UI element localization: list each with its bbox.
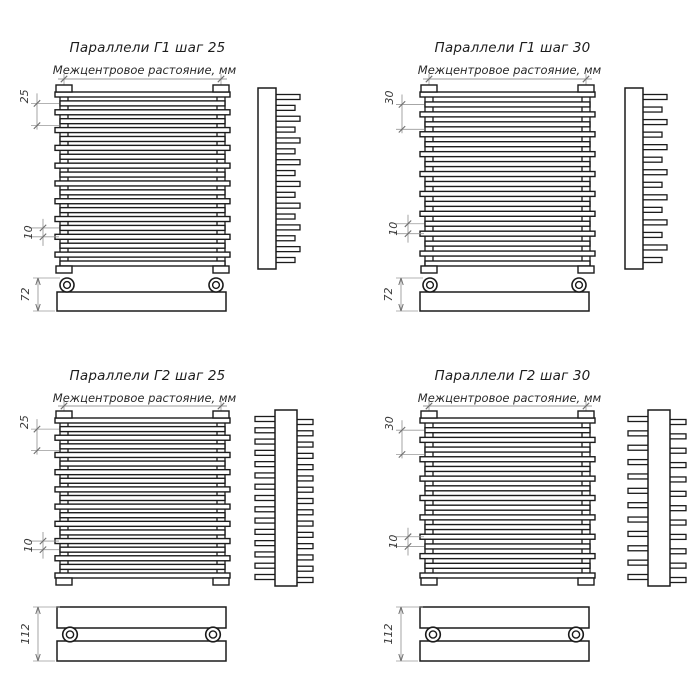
side-tube-left [628, 503, 649, 508]
tube-bar [425, 241, 590, 246]
dimension-label: 10 [22, 538, 35, 553]
tube-bar [425, 544, 590, 549]
side-tube-right [669, 434, 686, 439]
side-tube [274, 203, 300, 208]
side-tube [274, 105, 295, 110]
side-tube-left [255, 507, 276, 512]
tube-bar [420, 437, 595, 442]
side-tube-right [296, 453, 313, 458]
side-tube-right [296, 521, 313, 526]
dimension-label: 10 [387, 221, 400, 236]
side-tube-left [628, 445, 649, 450]
side-view [625, 88, 667, 269]
collector-cap [213, 85, 229, 92]
tube-bar [60, 208, 225, 213]
side-tube-right [669, 578, 686, 583]
tube-bar [420, 231, 595, 236]
tube-bar [55, 181, 230, 186]
tube-bar [60, 154, 225, 159]
bottom-view [57, 278, 226, 311]
side-tube-left [255, 484, 276, 489]
tube-bar [420, 92, 595, 97]
side-tube-left [255, 428, 276, 433]
side-tube [641, 195, 667, 200]
side-tube-right [296, 555, 313, 560]
side-tube-right [296, 499, 313, 504]
side-tube [641, 220, 667, 225]
front-view [55, 85, 230, 273]
bottom-body [57, 292, 226, 311]
tube-bar [425, 142, 590, 147]
side-tube-right [296, 476, 313, 481]
tube-bar [425, 201, 590, 206]
side-tube-right [669, 506, 686, 511]
tube-bar [60, 513, 225, 518]
collector-cap [213, 411, 229, 418]
side-tube-right [296, 487, 313, 492]
dimension-label: 72 [19, 287, 32, 302]
side-tube-left [628, 431, 649, 436]
tube-bar [420, 457, 595, 462]
collector-cap [56, 578, 72, 585]
tube-bar [60, 136, 225, 141]
dimension-label: 30 [383, 90, 396, 105]
bottom-view [57, 607, 226, 661]
dim-gap [387, 528, 424, 556]
collector-cap [421, 578, 437, 585]
bottom-view [420, 278, 589, 311]
side-tube-right [296, 578, 313, 583]
tube-bar [55, 163, 230, 168]
pipe-circle-inner [209, 631, 216, 638]
collector-cap [578, 411, 594, 418]
side-tube-right [296, 442, 313, 447]
tube-bar [60, 530, 225, 535]
center-distance-caption: Межцентровое растояние, мм [52, 63, 237, 77]
tube-bar [55, 145, 230, 150]
collector-cap [56, 266, 72, 273]
tube-bar [420, 112, 595, 117]
pipe-circle-inner [427, 282, 434, 289]
side-tube-left [628, 546, 649, 551]
tube-bar [55, 452, 230, 457]
tube-bar [60, 225, 225, 230]
tube-bar [55, 556, 230, 561]
side-tube [274, 116, 300, 121]
dim-gap [22, 219, 59, 246]
dim-gap [387, 215, 424, 243]
side-tube [641, 95, 667, 100]
side-tube-left [628, 531, 649, 536]
tube-bar [55, 217, 230, 222]
side-tube-left [628, 474, 649, 479]
side-tube-right [669, 463, 686, 468]
side-tube [641, 107, 662, 112]
panel-title: Параллели Г1 шаг 25 [69, 40, 226, 56]
center-distance-caption: Межцентровое растояние, мм [417, 63, 602, 77]
tube-bar [425, 505, 590, 510]
tube-bar [60, 444, 225, 449]
side-tube-left [255, 563, 276, 568]
tube-bar [55, 110, 230, 115]
tube-bar [55, 504, 230, 509]
dimension-label: 72 [382, 287, 395, 302]
side-tube-right [669, 534, 686, 539]
side-tube-left [628, 460, 649, 465]
dim-step [383, 416, 424, 458]
side-tube-right [669, 549, 686, 554]
bottom-view [420, 607, 589, 661]
side-tube-left [628, 560, 649, 565]
side-collector [275, 410, 297, 586]
tube-bar [425, 261, 590, 266]
side-tube-left [628, 488, 649, 493]
side-tube-left [628, 517, 649, 522]
side-collector [625, 88, 643, 269]
collector-cap [56, 85, 72, 92]
tube-bar [425, 466, 590, 471]
side-tube-right [669, 491, 686, 496]
side-tube-right [669, 420, 686, 425]
collector-cap [578, 266, 594, 273]
side-collector [258, 88, 276, 269]
pipe-circle-inner [66, 631, 73, 638]
panel-g2-step-25 [18, 368, 313, 661]
tube-bar [55, 470, 230, 475]
side-tube [274, 192, 295, 197]
pipe-circle-inner [429, 631, 436, 638]
tube-bar [60, 461, 225, 466]
side-tube [641, 157, 662, 162]
side-tube [641, 170, 667, 175]
tube-bar [55, 92, 230, 97]
center-distance-caption: Межцентровое растояние, мм [417, 391, 602, 405]
tube-bar [420, 251, 595, 256]
tube-bar [55, 418, 230, 423]
collector-cap [578, 85, 594, 92]
side-tube-left [255, 462, 276, 467]
pipe-circle-inner [576, 282, 583, 289]
tube-bar [425, 525, 590, 530]
side-tube-left [628, 575, 649, 580]
tube-bar [425, 447, 590, 452]
tube-bar [420, 515, 595, 520]
tube-bar [420, 534, 595, 539]
tube-bar [425, 102, 590, 107]
tube-bar [55, 521, 230, 526]
bottom-body-back [420, 641, 589, 661]
side-tube-right [296, 431, 313, 436]
dim-gap [22, 532, 59, 559]
tube-bar [420, 418, 595, 423]
tube-bar [55, 435, 230, 440]
tube-bar [425, 122, 590, 127]
side-collector [648, 410, 670, 586]
front-view [420, 85, 595, 273]
bottom-body-front [420, 607, 589, 628]
panel-g1-step-25 [18, 40, 300, 311]
tube-bar [425, 428, 590, 433]
dim-depth [19, 278, 60, 311]
side-tube [274, 149, 295, 154]
panel-title: Параллели Г1 шаг 30 [434, 40, 591, 56]
front-view [55, 411, 230, 585]
side-tube-left [255, 473, 276, 478]
pipe-circle-inner [213, 282, 220, 289]
dim-step [383, 90, 424, 133]
tube-bar [425, 486, 590, 491]
collector-cap [213, 578, 229, 585]
side-tube [641, 120, 667, 125]
dimension-label: 10 [387, 534, 400, 549]
front-view [420, 411, 595, 585]
side-tube [641, 132, 662, 137]
tube-bar [60, 101, 225, 106]
dimension-label: 10 [22, 225, 35, 240]
center-distance-caption: Межцентровое растояние, мм [52, 391, 237, 405]
tube-bar [420, 191, 595, 196]
side-tube [274, 236, 295, 241]
side-tube-left [255, 518, 276, 523]
dimension-label: 25 [18, 89, 31, 104]
collector-cap [421, 411, 437, 418]
panel-g1-step-30 [382, 40, 667, 311]
tube-bar [425, 563, 590, 568]
tube-bar [60, 190, 225, 195]
side-tube-left [255, 552, 276, 557]
side-tube-left [255, 417, 276, 422]
tube-bar [420, 211, 595, 216]
dim-depth [19, 607, 60, 661]
side-tube [274, 247, 300, 252]
bottom-body-front [57, 607, 226, 628]
tube-bar [55, 539, 230, 544]
pipe-circle-inner [572, 631, 579, 638]
side-tube-right [296, 510, 313, 515]
tube-bar [420, 132, 595, 137]
side-tube-right [296, 566, 313, 571]
side-tube [274, 214, 295, 219]
side-tube [641, 232, 662, 237]
tube-bar [425, 221, 590, 226]
side-tube [641, 207, 662, 212]
tube-bar [60, 478, 225, 483]
side-tube [274, 160, 300, 165]
tube-bar [60, 172, 225, 177]
tube-bar [55, 234, 230, 239]
side-view [258, 88, 300, 269]
collector-cap [578, 578, 594, 585]
side-tube [274, 258, 295, 263]
dim-depth [382, 607, 423, 661]
side-tube-right [296, 420, 313, 425]
side-tube-left [255, 541, 276, 546]
dimension-label: 25 [18, 415, 31, 430]
collector-cap [421, 85, 437, 92]
panel-title: Параллели Г2 шаг 30 [434, 368, 591, 384]
side-tube [641, 145, 667, 150]
tube-bar [420, 476, 595, 481]
panel-title: Параллели Г2 шаг 25 [69, 368, 226, 384]
pipe-circle-inner [64, 282, 71, 289]
side-tube-right [296, 544, 313, 549]
side-tube-left [255, 575, 276, 580]
tube-bar [55, 573, 230, 578]
side-tube-right [296, 532, 313, 537]
side-tube-right [296, 465, 313, 470]
side-tube [641, 245, 667, 250]
tube-bar [420, 172, 595, 177]
tube-bar [60, 119, 225, 124]
side-tube-left [628, 417, 649, 422]
side-tube [274, 225, 300, 230]
collector-cap [421, 266, 437, 273]
side-tube [274, 127, 295, 132]
side-tube [641, 258, 662, 263]
side-tube-right [669, 563, 686, 568]
tube-bar [55, 128, 230, 133]
tube-bar [425, 181, 590, 186]
tube-bar [420, 573, 595, 578]
tube-bar [60, 243, 225, 248]
dimension-label: 112 [382, 623, 395, 645]
side-tube-right [669, 477, 686, 482]
tube-bar [55, 252, 230, 257]
dim-step [18, 89, 59, 129]
bottom-body [420, 292, 589, 311]
side-tube [641, 182, 662, 187]
side-tube-right [669, 448, 686, 453]
collector-cap [56, 411, 72, 418]
dim-step [18, 415, 59, 455]
tube-bar [60, 427, 225, 432]
collector-cap [213, 266, 229, 273]
side-view [628, 410, 686, 586]
tube-bar [60, 496, 225, 501]
tube-bar [55, 487, 230, 492]
side-tube-left [255, 439, 276, 444]
bottom-body-back [57, 641, 226, 661]
tube-bar [60, 261, 225, 266]
tube-bar [60, 547, 225, 552]
side-tube-right [669, 520, 686, 525]
dim-depth [382, 278, 423, 311]
dimension-label: 112 [19, 623, 32, 645]
side-tube [274, 95, 300, 100]
tube-bar [420, 554, 595, 559]
tube-bar [425, 162, 590, 167]
side-tube-left [255, 496, 276, 501]
tube-bar [55, 199, 230, 204]
tube-bar [60, 564, 225, 569]
side-tube [274, 171, 295, 176]
panel-g2-step-30 [382, 368, 686, 661]
side-tube [274, 181, 300, 186]
side-tube [274, 138, 300, 143]
side-tube-left [255, 529, 276, 534]
side-tube-left [255, 450, 276, 455]
dimension-label: 30 [383, 416, 396, 431]
tube-bar [420, 152, 595, 157]
tube-bar [420, 496, 595, 501]
side-view [255, 410, 313, 586]
